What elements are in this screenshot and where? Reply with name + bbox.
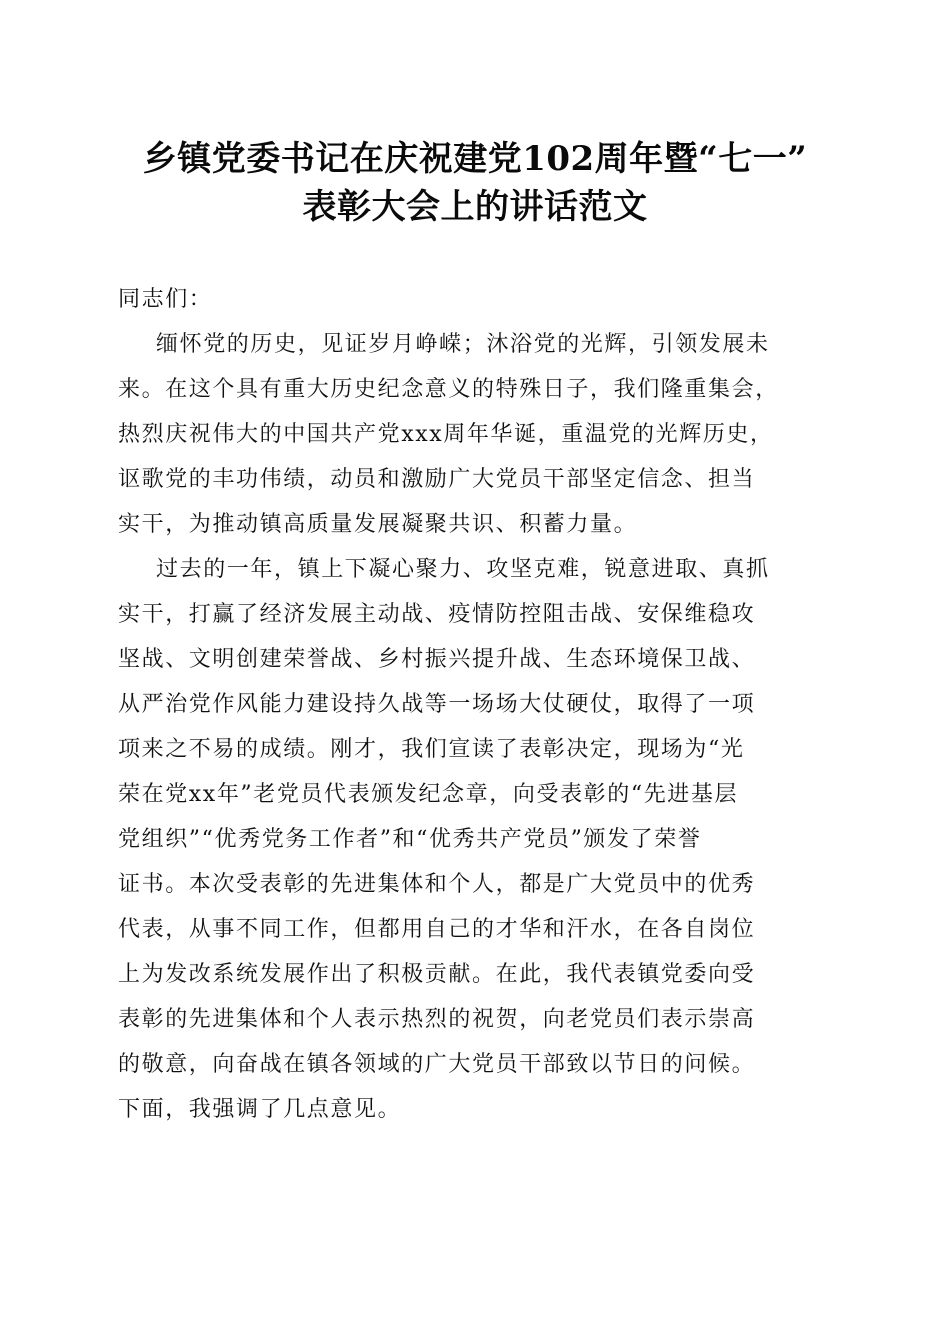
document-title-line-1: 乡镇党委书记在庆祝建党102周年暨“七一” (142, 139, 808, 179)
paragraph-2-line: 的敬意，向奋战在镇各领域的广大党员干部致以节日的问候。 (118, 1052, 756, 1077)
paragraph-2 (118, 547, 838, 1132)
paragraph-2-line: 坚战、文明创建荣誉战、乡村振兴提升战、生态环境保卫战、 (118, 647, 756, 672)
paragraph-2-line: 下面，我强调了几点意见。 (118, 1097, 402, 1122)
paragraph-1-line: 热烈庆祝伟大的中国共产党xxx周年华诞，重温党的光辉历史， (118, 422, 774, 447)
paragraph-1 (118, 322, 838, 547)
paragraph-2-line: 代表，从事不同工作，但都用自己的才华和汗水，在各自岗位 (118, 917, 756, 942)
paragraph-1-line: 讴歌党的丰功伟绩，动员和激励广大党员干部坚定信念、担当 (118, 467, 756, 492)
paragraph-2-line: 过去的一年，镇上下凝心聚力、攻坚克难，锐意进取、真抓 (156, 557, 770, 582)
paragraph-2-line: 上为发改系统发展作出了积极贡献。在此，我代表镇党委向受 (118, 962, 756, 987)
paragraph-1-line: 缅怀党的历史，见证岁月峥嵘；沐浴党的光辉，引领发展未 (156, 332, 770, 357)
paragraph-2-line: 从严治党作风能力建设持久战等一场场大仗硬仗，取得了一项 (118, 692, 756, 717)
paragraph-2-line: 证书。本次受表彰的先进集体和个人，都是广大党员中的优秀 (118, 872, 756, 897)
paragraph-2-line: 项来之不易的成绩。刚才，我们宣读了表彰决定，现场为“光 (118, 737, 745, 762)
paragraph-2-line: 表彰的先进集体和个人表示热烈的祝贺，向老党员们表示崇高 (118, 1007, 756, 1032)
document-body (118, 277, 838, 1132)
paragraph-2-line: 党组织”“优秀党务工作者”和“优秀共产党员”颁发了荣誉 (118, 827, 702, 852)
paragraph-1-line: 来。在这个具有重大历史纪念意义的特殊日子，我们隆重集会， (118, 377, 779, 402)
paragraph-2-line: 荣在党xx年”老党员代表颁发纪念章，向受表彰的“先进基层 (118, 782, 739, 807)
salutation: 同志们： (118, 287, 213, 312)
document-title-line-2: 表彰大会上的讲话范文 (302, 187, 648, 227)
paragraph-2-line: 实干，打赢了经济发展主动战、疫情防控阻击战、安保维稳攻 (118, 602, 756, 627)
paragraph-1-line: 实干，为推动镇高质量发展凝聚共识、积蓄力量。 (118, 512, 638, 537)
